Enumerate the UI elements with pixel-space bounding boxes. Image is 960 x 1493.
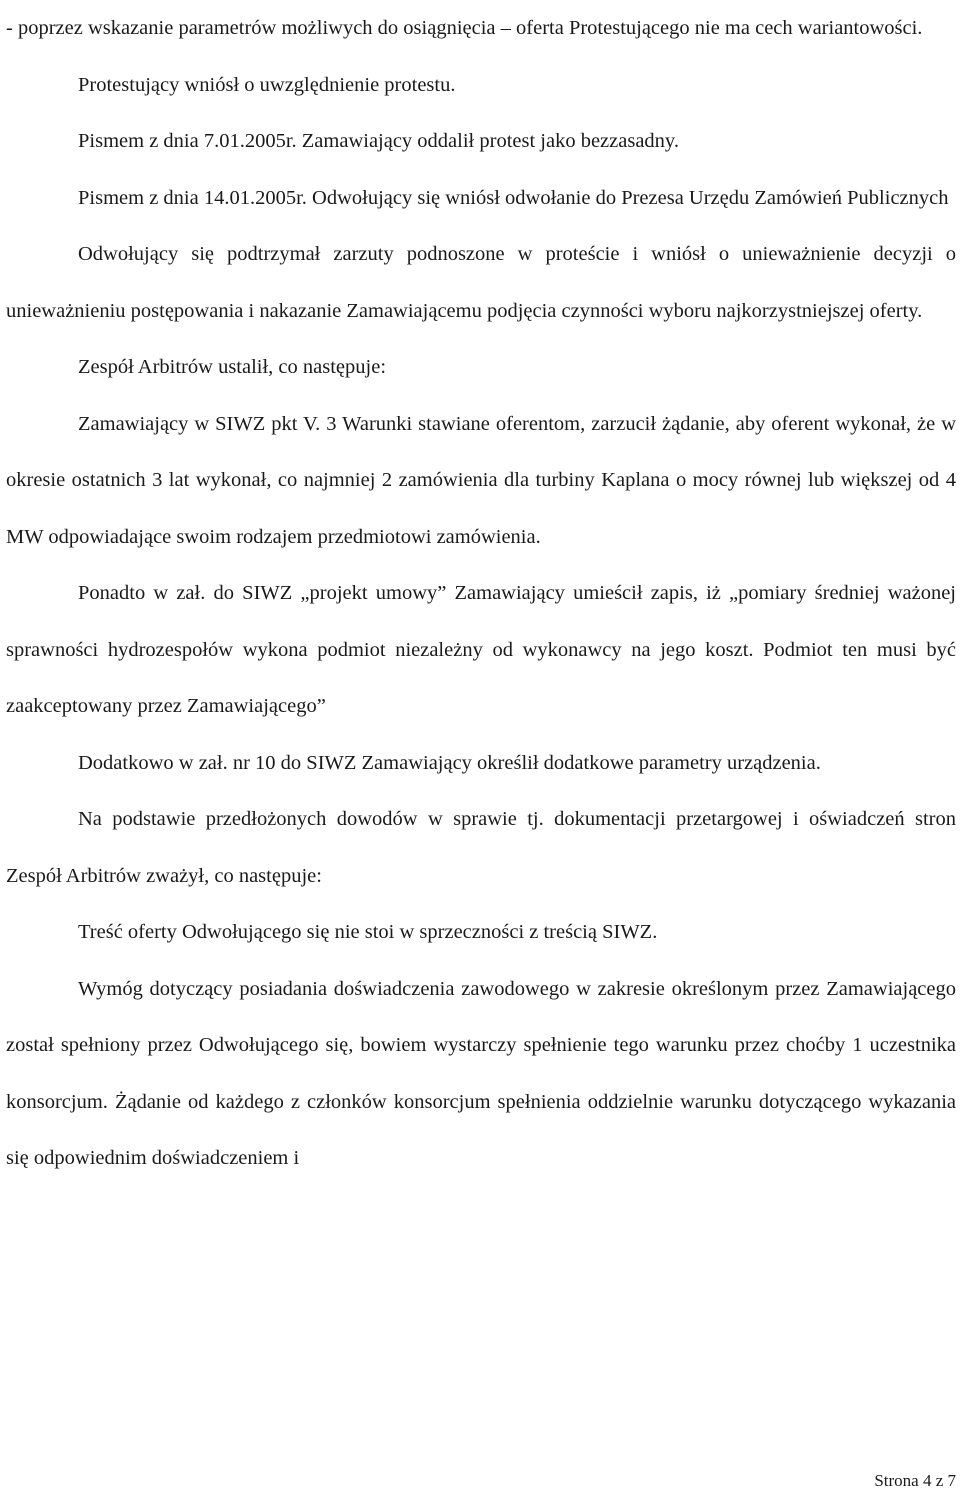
paragraph-4: Pismem z dnia 14.01.2005r. Odwołujący się wniósł odwołanie do Prezesa Urzędu Zamówień Publicznych xyxy=(78,186,949,209)
paragraph-2: Protestujący wniósł o uwzględnienie protestu. xyxy=(78,73,456,96)
paragraph-6: Zespół Arbitrów ustalił, co następuje: xyxy=(78,356,387,378)
paragraph-5: Odwołujący się podtrzymał zarzuty podnoszone w proteście i wniósł o unieważnienie decyzji o unieważnieniu postępowania i nakazanie Zamawiającemu podjęcia czynności wyboru najkorzystniejszej oferty. xyxy=(6,243,956,322)
page-number: Strona 4 z 7 xyxy=(874,1471,956,1490)
paragraph-3: Pismem z dnia 7.01.2005r. Zamawiający oddalił protest jako bezzasadny. xyxy=(78,130,679,152)
document-body xyxy=(6,0,956,1187)
paragraph-1: - poprzez wskazanie parametrów możliwych do osiągnięcia – oferta Protestującego nie ma cech wariantowości. xyxy=(6,17,923,39)
paragraph-9: Dodatkowo w zał. nr 10 do SIWZ Zamawiający określił dodatkowe parametry urządzenia. xyxy=(78,751,821,774)
paragraph-12: Wymóg dotyczący posiadania doświadczenia zawodowego w zakresie określonym przez Zamawiającego został spełniony przez Odwołującego się, bowiem wystarczy spełnienie tego warunku przez choćby 1 uczestnika konsorcjum. Żądanie od każdego z członków konsorcjum spełnienia oddzielnie warunku dotyczącego wykazania się odpowiednim doświadczeniem i xyxy=(6,977,956,1169)
paragraph-11: Treść oferty Odwołującego się nie stoi w sprzeczności z treścią SIWZ. xyxy=(78,921,658,943)
paragraph-8: Ponadto w zał. do SIWZ „projekt umowy” Zamawiający umieścił zapis, iż „pomiary średniej ważonej sprawności hydrozespołów wykona podmiot niezależny od wykonawcy na jego koszt. Podmiot ten musi być zaakceptowany przez Zamawiającego” xyxy=(6,582,956,717)
paragraph-7: Zamawiający w SIWZ pkt V. 3 Warunki stawiane oferentom, zarzucił żądanie, aby oferent wykonał, że w okresie ostatnich 3 lat wykonał, co najmniej 2 zamówienia dla turbiny Kaplana o mocy równej lub większej od 4 MW odpowiadające swoim rodzajem przedmiotowi zamówienia. xyxy=(6,412,956,548)
paragraph-10: Na podstawie przedłożonych dowodów w sprawie tj. dokumentacji przetargowej i oświadczeń stron Zespół Arbitrów zważył, co następuje: xyxy=(6,808,956,887)
